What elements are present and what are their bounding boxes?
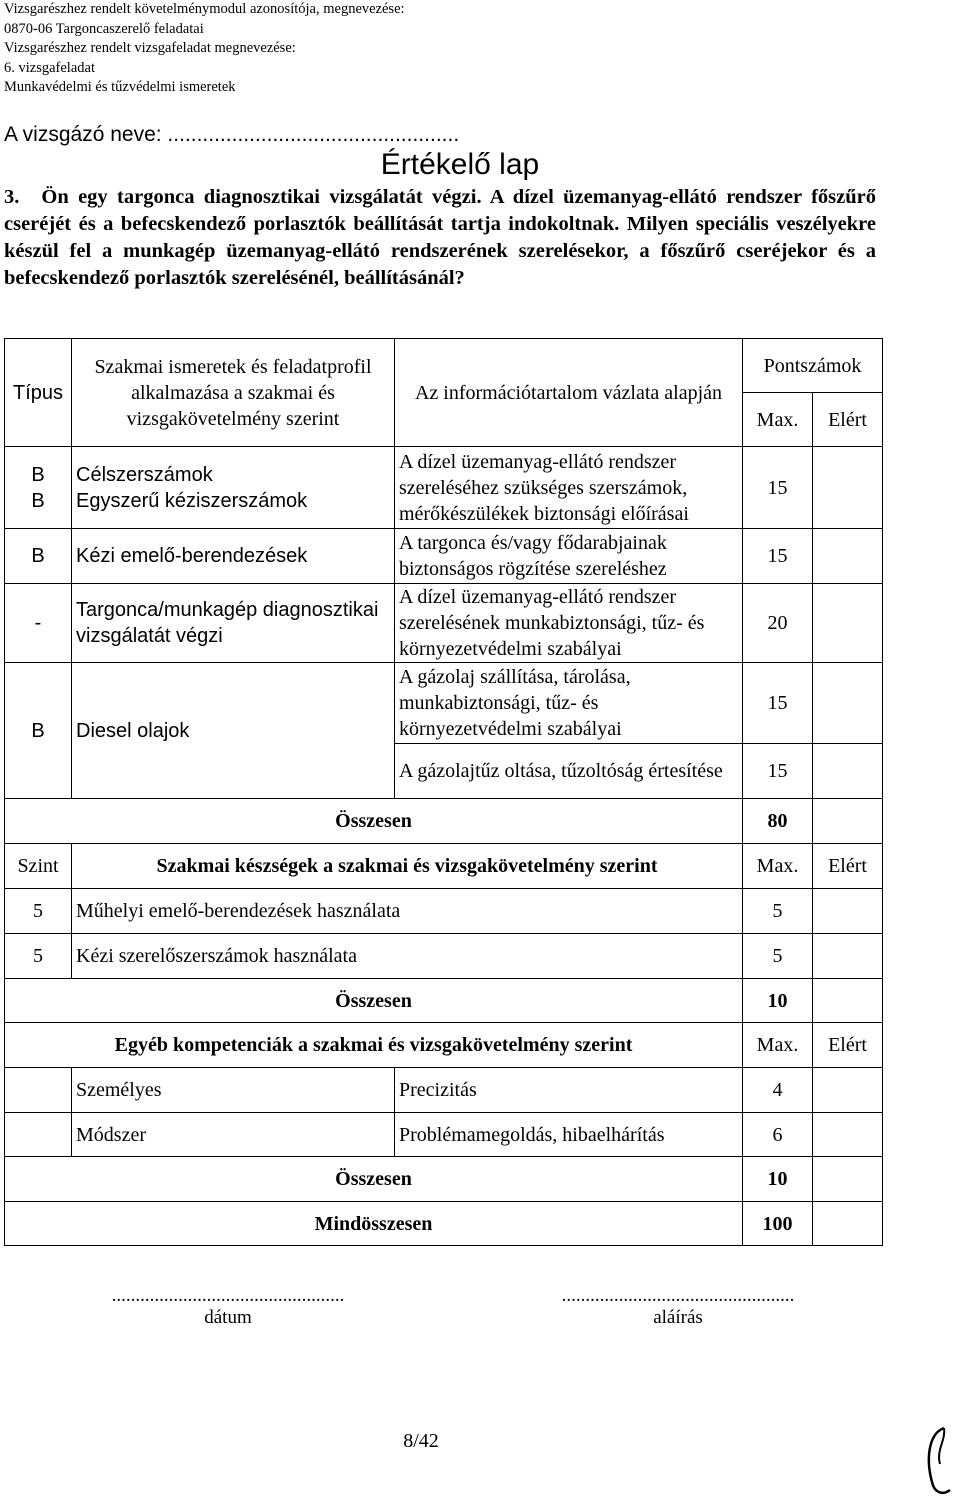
max-points: 15	[743, 744, 813, 799]
col-header-max: Max.	[743, 393, 813, 447]
table-row	[5, 447, 883, 529]
col-header-achieved: Elért	[813, 1023, 883, 1068]
question	[4, 184, 876, 292]
skill-name: Kézi szerelőszerszámok használata	[72, 934, 743, 979]
type-code: B	[5, 529, 72, 584]
achieved-points[interactable]	[813, 447, 883, 529]
date-signature-block	[88, 1285, 368, 1329]
col-header-max: Max.	[743, 1023, 813, 1068]
date-label: dátum	[204, 1307, 252, 1328]
handwritten-mark-icon	[922, 1420, 956, 1500]
col-header-knowledge: Szakmai ismeretek és feladatprofil alkalmazása a szakmai és vizsgakövetelmény szerint	[72, 339, 395, 447]
header-line-4: 6. vizsgafeladat	[4, 59, 95, 76]
knowledge-item: Célszerszámok	[76, 463, 213, 486]
max-points: 15	[743, 529, 813, 584]
max-points: 15	[743, 663, 813, 744]
content-item: A gázolajtűz oltása, tűzoltóság értesítése	[395, 744, 743, 799]
signature-line: .................................................	[561, 1285, 795, 1306]
max-points: 6	[743, 1113, 813, 1157]
knowledge-item: Kézi emelő-berendezések	[72, 529, 395, 584]
type-code: B	[31, 489, 45, 512]
col-header-level: Szint	[5, 844, 72, 889]
content-item: A gázolaj szállítása, tárolása, munkabiztonsági, tűz- és környezetvédelmi szabályai	[395, 663, 743, 744]
knowledge-item: Egyszerű kéziszerszámok	[76, 489, 308, 512]
total-max: 80	[743, 799, 813, 844]
table-row	[5, 934, 883, 979]
table-row	[5, 1113, 883, 1157]
question-text: Ön egy targonca diagnosztikai vizsgálatát végzi. A dízel üzemanyag-ellátó rendszer főszűrő cseréjét és a befecskendező porlasztók beállítását tartja indokoltnak. Milyen speciális veszélyekre készül fel a munkagép üzemanyag-ellátó rendszerének szerelésekor, a főszűrő cseréjekor és a befecskendező porlasztók szerelésénél, beállításánál?	[4, 186, 876, 289]
total-row	[5, 1157, 883, 1202]
table-row	[5, 584, 883, 663]
table-row	[5, 663, 883, 744]
document-header	[4, 0, 405, 98]
total-row	[5, 799, 883, 844]
col-header-content: Az információtartalom vázlata alapján	[395, 339, 743, 447]
type-code: -	[5, 584, 72, 663]
table-row	[5, 889, 883, 934]
col-header-max: Max.	[743, 844, 813, 889]
col-header-achieved: Elért	[813, 393, 883, 447]
other-competencies-header: Egyéb kompetenciák a szakmai és vizsgakövetelmény szerint	[5, 1023, 743, 1068]
total-label: Összesen	[5, 799, 743, 844]
content-item: A dízel üzemanyag-ellátó rendszer szerelésének munkabiztonsági, tűz- és környezetvédelmi szabályai	[395, 584, 743, 663]
skills-header: Szakmai készségek a szakmai és vizsgakövetelmény szerint	[72, 844, 743, 889]
grand-total-max: 100	[743, 1202, 813, 1246]
total-max: 10	[743, 979, 813, 1023]
total-label: Összesen	[5, 979, 743, 1023]
page-number: 8/42	[403, 1430, 439, 1452]
question-number: 3.	[4, 186, 20, 208]
total-achieved[interactable]	[813, 1157, 883, 1202]
competency-category: Személyes	[72, 1068, 395, 1113]
skill-level: 5	[5, 889, 72, 934]
header-line-2: 0870-06 Targoncaszerelő feladatai	[4, 20, 204, 37]
achieved-points[interactable]	[813, 934, 883, 979]
max-points: 20	[743, 584, 813, 663]
col-header-type: Típus	[5, 339, 72, 447]
header-line-1: Vizsgarészhez rendelt követelménymodul azonosítója, megnevezése:	[4, 1, 405, 17]
total-max: 10	[743, 1157, 813, 1202]
total-label: Összesen	[5, 1157, 743, 1202]
max-points: 5	[743, 889, 813, 934]
date-line: .................................................	[111, 1285, 345, 1306]
skill-level: 5	[5, 934, 72, 979]
type-code: B	[31, 463, 45, 486]
achieved-points[interactable]	[813, 744, 883, 799]
achieved-points[interactable]	[813, 584, 883, 663]
signature-label: aláírás	[653, 1307, 703, 1328]
max-points: 15	[743, 447, 813, 529]
content-item: A dízel üzemanyag-ellátó rendszer szereléséhez szükséges szerszámok, mérőkészülékek biztonsági előírásai	[395, 447, 743, 529]
content-item: A targonca és/vagy fődarabjainak biztonságos rögzítése szereléshez	[395, 529, 743, 584]
knowledge-item: Diesel olajok	[72, 663, 395, 799]
type-code: B	[5, 663, 72, 799]
header-line-5: Munkavédelmi és tűzvédelmi ismeretek	[4, 79, 236, 95]
knowledge-item: Targonca/munkagép diagnosztikai vizsgálatát végzi	[72, 584, 395, 663]
achieved-points[interactable]	[813, 889, 883, 934]
grand-total-achieved[interactable]	[813, 1202, 883, 1246]
col-header-points: Pontszámok	[743, 339, 883, 393]
grand-total-row	[5, 1202, 883, 1246]
header-line-3: Vizsgarészhez rendelt vizsgafeladat megnevezése:	[4, 40, 296, 56]
grand-total-label: Mindösszesen	[5, 1202, 743, 1246]
achieved-points[interactable]	[813, 1113, 883, 1157]
signature-block	[538, 1285, 818, 1329]
page-title: Értékelő lap	[380, 148, 540, 181]
skill-name: Műhelyi emelő-berendezések használata	[72, 889, 743, 934]
achieved-points[interactable]	[813, 529, 883, 584]
competency-name: Problémamegoldás, hibaelhárítás	[395, 1113, 743, 1157]
total-row	[5, 979, 883, 1023]
competency-category: Módszer	[72, 1113, 395, 1157]
max-points: 4	[743, 1068, 813, 1113]
achieved-points[interactable]	[813, 663, 883, 744]
achieved-points[interactable]	[813, 1068, 883, 1113]
table-row	[5, 1068, 883, 1113]
competency-name: Precizitás	[395, 1068, 743, 1113]
table-row	[5, 529, 883, 584]
evaluation-table	[4, 338, 883, 1246]
total-achieved[interactable]	[813, 799, 883, 844]
col-header-achieved: Elért	[813, 844, 883, 889]
total-achieved[interactable]	[813, 979, 883, 1023]
max-points: 5	[743, 934, 813, 979]
examinee-name-line: A vizsgázó neve: ..................................................	[4, 123, 460, 146]
